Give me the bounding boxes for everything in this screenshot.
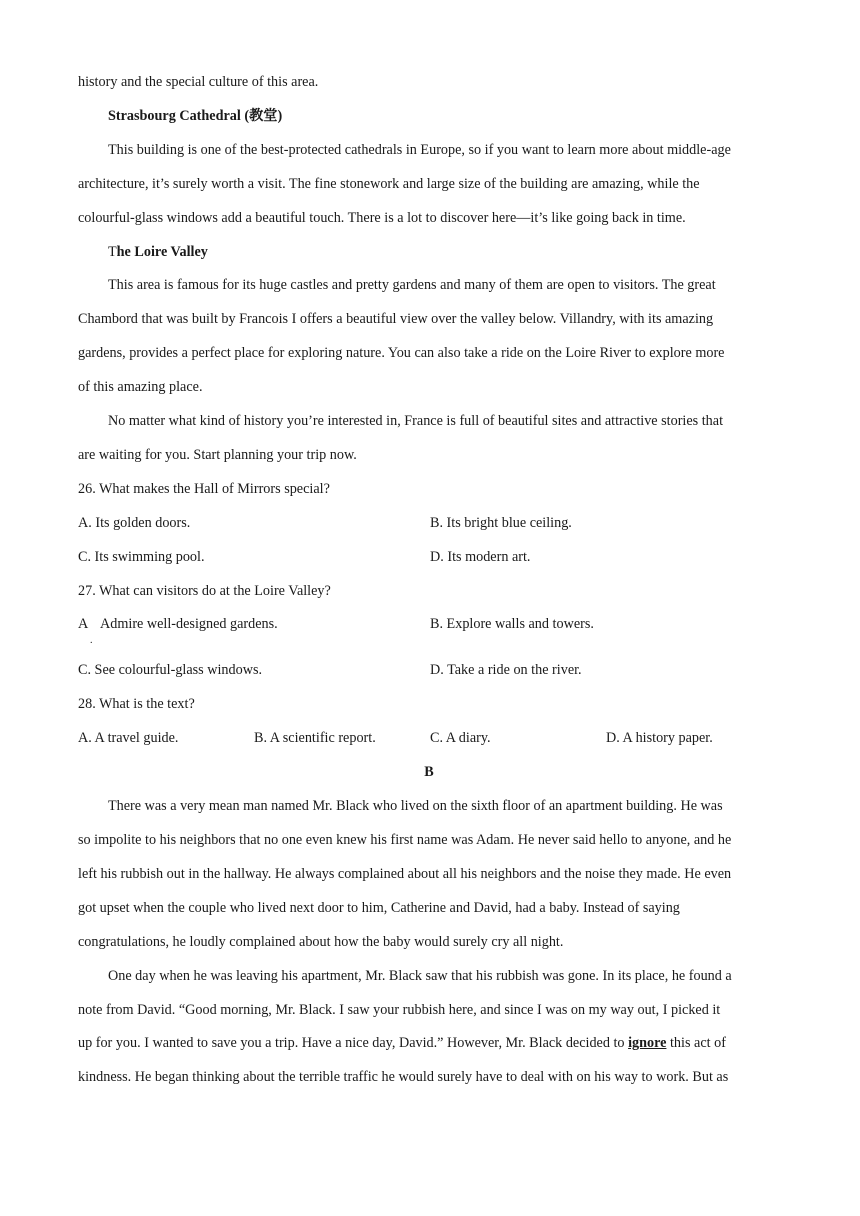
passage-b-line: One day when he was leaving his apartment, Mr. Black saw that his rubbish was gone. In its place, he found a — [108, 967, 732, 984]
passage-b-line: left his rubbish out in the hallway. He always complained about all his neighbors and the noise they made. He even — [78, 865, 732, 882]
passage-b-line: congratulations, he loudly complained about how the baby would surely cry all night. — [78, 933, 564, 950]
passage-b-line: so impolite to his neighbors that no one even knew his first name was Adam. He never said hello to anyone, and he — [78, 831, 732, 848]
q27-option-d: D. Take a ride on the river. — [430, 662, 582, 679]
q28-option-d: D. A history paper. — [606, 730, 713, 747]
strasbourg-heading: Strasbourg Cathedral (教堂) — [108, 107, 283, 124]
loire-heading — [78, 236, 780, 270]
passage-b-line: kindness. He began thinking about the terrible traffic he would surely have to deal with on his way to work. But as — [78, 1069, 729, 1086]
question-26-stem: 26. What makes the Hall of Mirrors special? — [78, 480, 330, 497]
document-page — [78, 66, 780, 1095]
question-28-options-row — [78, 722, 780, 756]
question-28-stem: 28. What is the text? — [78, 696, 195, 713]
q27-option-a-dot: . — [90, 635, 93, 647]
loire-line: Chambord that was built by Francois I offers a beautiful view over the valley below. Villandry, with its amazing — [78, 311, 714, 328]
passage-b-line: got upset when the couple who lived next door to him, Catherine and David, had a baby. Instead of saying — [78, 899, 680, 916]
passage-b-title: B — [424, 764, 434, 781]
q28-option-c: C. A diary. — [430, 730, 491, 747]
q27-option-c: C. See colourful-glass windows. — [78, 662, 263, 679]
q26-option-b: B. Its bright blue ceiling. — [430, 514, 572, 531]
strasbourg-line: colourful-glass windows add a beautiful touch. There is a lot to discover here—it’s like going back in time. — [78, 209, 686, 226]
passage-b-line: There was a very mean man named Mr. Black who lived on the sixth floor of an apartment building. He was — [108, 798, 723, 815]
keyword-ignore: ignore — [628, 1035, 667, 1052]
loire-heading-first: T — [108, 243, 117, 260]
q26-option-a: A. Its golden doors. — [78, 514, 191, 531]
loire-line: of this amazing place. — [78, 379, 203, 396]
closing-line: No matter what kind of history you’re interested in, France is full of beautiful sites and attractive stories that — [108, 413, 724, 430]
strasbourg-line: This building is one of the best-protected cathedrals in Europe, so if you want to learn more about middle-age — [108, 141, 731, 158]
passage-b-text: this act of — [666, 1035, 726, 1052]
q27-option-b: B. Explore walls and towers. — [430, 616, 594, 633]
question-27-options-row — [78, 608, 780, 654]
q28-option-b: B. A scientific report. — [254, 730, 376, 747]
closing-line: are waiting for you. Start planning your trip now. — [78, 446, 357, 463]
question-27-options-row — [78, 654, 780, 688]
q26-option-d: D. Its modern art. — [430, 548, 531, 565]
loire-line: gardens, provides a perfect place for exploring nature. You can also take a ride on the Loire River to explore more — [78, 345, 725, 362]
loire-line: This area is famous for its huge castles and pretty gardens and many of them are open to visitors. The great — [108, 277, 716, 294]
passage-b-line — [78, 1027, 780, 1061]
q28-option-a: A. A travel guide. — [78, 730, 179, 747]
question-26-options-row — [78, 507, 780, 541]
q27-option-a: Admire well-designed gardens. — [100, 616, 278, 633]
strasbourg-line: architecture, it’s surely worth a visit. The fine stonework and large size of the building are amazing, while the — [78, 175, 700, 192]
passage-b-text: up for you. I wanted to save you a trip. Have a nice day, David.” However, Mr. Black decided to — [78, 1035, 629, 1052]
q26-option-c: C. Its swimming pool. — [78, 548, 205, 565]
passage-a-end-line: history and the special culture of this area. — [78, 74, 319, 90]
q27-option-a-letter: A — [78, 616, 89, 633]
passage-b-line: note from David. “Good morning, Mr. Black. I saw your rubbish here, and since I was on my way out, I picked it — [78, 1001, 721, 1018]
loire-heading-rest: he Loire Valley — [116, 243, 208, 260]
question-27-stem: 27. What can visitors do at the Loire Valley? — [78, 582, 331, 599]
question-26-options-row — [78, 541, 780, 575]
